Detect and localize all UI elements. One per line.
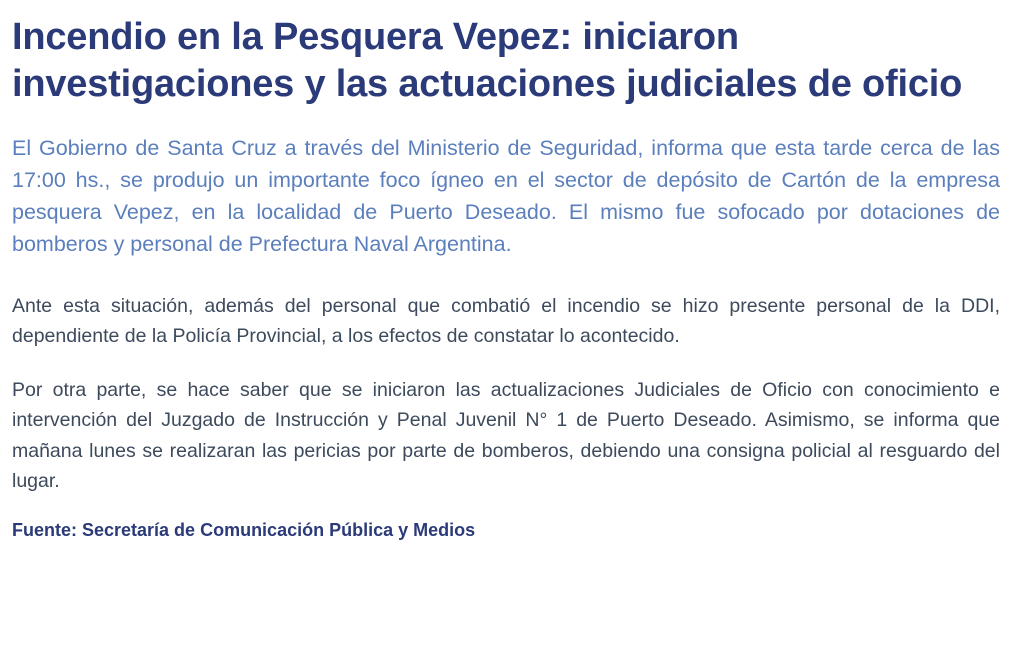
page-title: Incendio en la Pesquera Vepez: iniciaron investigaciones y las actuaciones judiciales de oficio: [12, 16, 963, 105]
article-source: Fuente: Secretaría de Comunicación Pública y Medios: [12, 520, 476, 541]
article-paragraph-1: Ante esta situación, además del personal que combatió el incendio se hizo presente personal de la DDI, dependiente de la Policía Provincial, a los efectos de constatar lo acontecido.: [12, 294, 1000, 347]
article-paragraph-2: Por otra parte, se hace saber que se iniciaron las actualizaciones Judiciales de Oficio con conocimiento e intervención del Juzgado de Instrucción y Penal Juvenil N° 1 de Puerto Deseado. Asimismo, se informa que mañana lunes se realizaran las pericias por parte de bomberos, debiendo una consigna policial al resguardo del lugar.: [12, 379, 1000, 492]
article-lead-paragraph: El Gobierno de Santa Cruz a través del Ministerio de Seguridad, informa que esta tarde cerca de las 17:00 hs., se produjo un importante foco ígneo en el sector de depósito de Cartón de la empresa pesquera Vepez, en la localidad de Puerto Deseado. El mismo fue sofocado por dotaciones de bomberos y personal de Prefectura Naval Argentina.: [12, 136, 1000, 256]
